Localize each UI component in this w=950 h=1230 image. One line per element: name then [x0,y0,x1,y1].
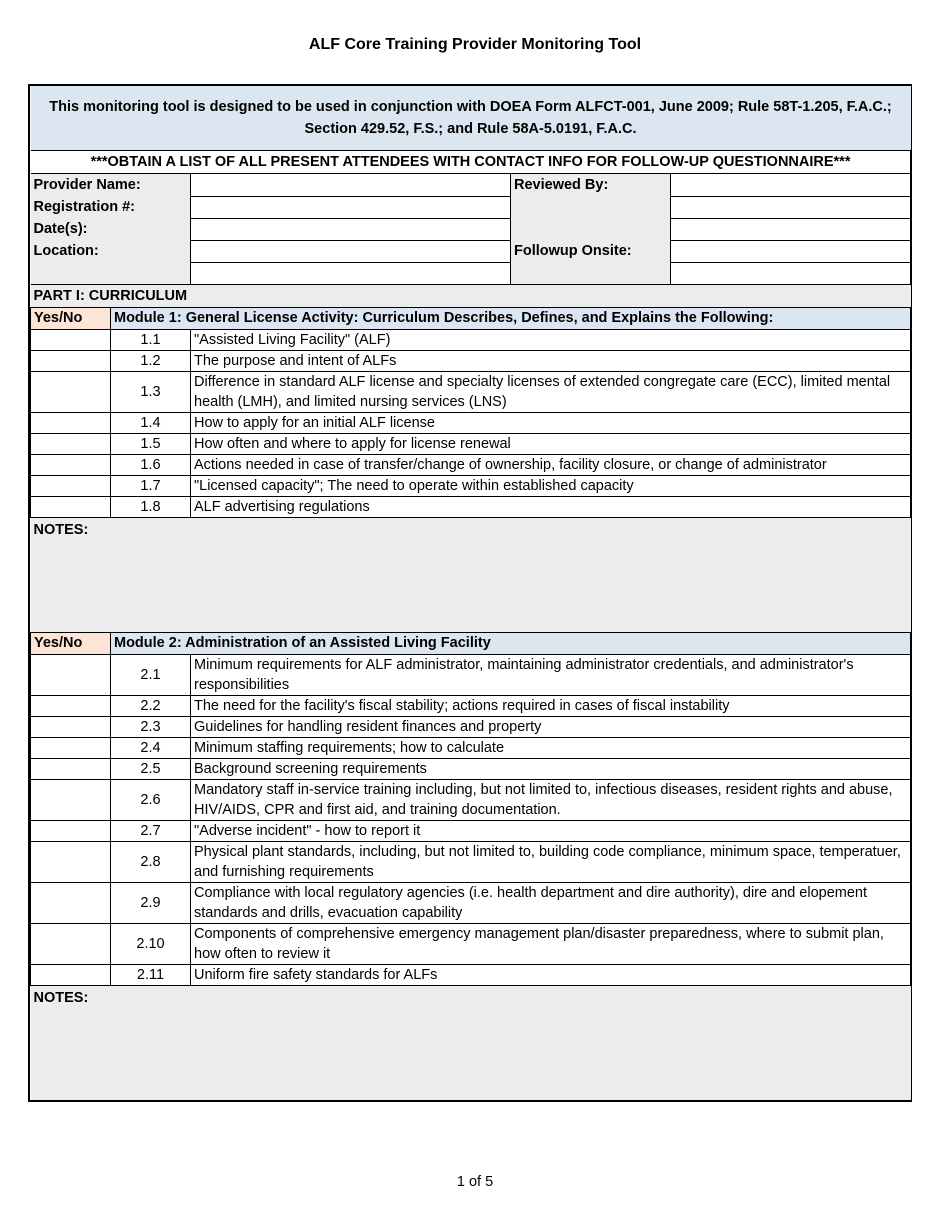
checklist-row [31,923,911,964]
item-number: 2.10 [111,923,191,964]
info-spacer [31,262,191,284]
followup-onsite-field[interactable] [671,240,911,262]
item-number: 2.3 [111,716,191,737]
info-spacer [511,196,671,218]
item-description: Guidelines for handling resident finances and property [191,716,911,737]
provider-name-field[interactable] [191,174,511,197]
item-number: 2.7 [111,820,191,841]
item-description: "Adverse incident" - how to report it [191,820,911,841]
item-number: 1.8 [111,496,191,517]
yes-no-cell[interactable] [31,350,111,371]
item-description: How often and where to apply for license renewal [191,433,911,454]
checklist-row [31,695,911,716]
module-1-items [31,329,911,517]
part-1-heading: PART I: CURRICULUM [31,284,911,307]
item-number: 1.1 [111,329,191,350]
info-spacer [511,262,671,284]
yes-no-cell[interactable] [31,329,111,350]
item-description: Minimum staffing requirements; how to calculate [191,737,911,758]
dates-field[interactable] [191,218,511,240]
module-2-heading: Module 2: Administration of an Assisted Living Facility [111,632,911,654]
item-number: 2.6 [111,779,191,820]
form-table [30,86,911,1100]
module-2-notes[interactable]: NOTES: [31,985,911,1100]
location-field[interactable] [191,240,511,262]
item-number: 2.9 [111,882,191,923]
checklist-row [31,737,911,758]
followup-onsite-field-2[interactable] [671,262,911,284]
yes-no-cell[interactable] [31,841,111,882]
registration-field[interactable] [191,196,511,218]
dates-label: Date(s): [31,218,191,240]
checklist-row [31,412,911,433]
yes-no-cell[interactable] [31,371,111,412]
checklist-row [31,654,911,695]
checklist-row [31,433,911,454]
yes-no-cell[interactable] [31,695,111,716]
checklist-row [31,496,911,517]
item-number: 2.1 [111,654,191,695]
item-number: 2.2 [111,695,191,716]
yes-no-cell[interactable] [31,923,111,964]
item-number: 2.4 [111,737,191,758]
intro-banner: This monitoring tool is designed to be used in conjunction with DOEA Form ALFCT-001, June 2009; Rule 58T-1.205, F.A.C.; Section 429.52, F.S.; and Rule 58A-5.0191, F.A.C. [31,86,911,151]
registration-label: Registration #: [31,196,191,218]
item-description: Components of comprehensive emergency management plan/disaster preparedness, where to submit plan, how often to review it [191,923,911,964]
checklist-row [31,964,911,985]
item-description: Uniform fire safety standards for ALFs [191,964,911,985]
item-description: Difference in standard ALF license and specialty licenses of extended congregate care (ECC), limited mental health (LMH), and limited nursing services (LNS) [191,371,911,412]
module-1-heading: Module 1: General License Activity: Curriculum Describes, Defines, and Explains the Following: [111,307,911,329]
item-number: 1.5 [111,433,191,454]
item-number: 2.5 [111,758,191,779]
item-description: Actions needed in case of transfer/change of ownership, facility closure, or change of administrator [191,454,911,475]
item-number: 1.6 [111,454,191,475]
page-number: 1 of 5 [456,1174,494,1190]
provider-name-label: Provider Name: [31,174,191,197]
item-description: The purpose and intent of ALFs [191,350,911,371]
item-description: "Licensed capacity"; The need to operate within established capacity [191,475,911,496]
item-number: 2.8 [111,841,191,882]
yes-no-cell[interactable] [31,758,111,779]
checklist-row [31,820,911,841]
item-description: ALF advertising regulations [191,496,911,517]
yes-no-cell[interactable] [31,475,111,496]
reviewed-by-field-2[interactable] [671,196,911,218]
item-description: Minimum requirements for ALF administrator, maintaining administrator credentials, and administrator's responsibilities [191,654,911,695]
item-description: Compliance with local regulatory agencies (i.e. health department and dire authority), dire and elopement standards and drills, evacuation capability [191,882,911,923]
yes-no-cell[interactable] [31,654,111,695]
checklist-row [31,475,911,496]
yes-no-header: Yes/No [31,307,111,329]
item-number: 1.3 [111,371,191,412]
item-number: 1.7 [111,475,191,496]
checklist-row [31,779,911,820]
obtain-attendees-notice: ***OBTAIN A LIST OF ALL PRESENT ATTENDEES WITH CONTACT INFO FOR FOLLOW-UP QUESTIONNAIRE*** [31,151,911,174]
checklist-row [31,350,911,371]
followup-onsite-label: Followup Onsite: [511,240,671,262]
item-description: Physical plant standards, including, but not limited to, building code compliance, minimum space, temperatuer, and furnishing requirements [191,841,911,882]
reviewed-by-label: Reviewed By: [511,174,671,197]
item-description: The need for the facility's fiscal stability; actions required in cases of fiscal instability [191,695,911,716]
checklist-row [31,329,911,350]
item-description: How to apply for an initial ALF license [191,412,911,433]
module-1-notes[interactable]: NOTES: [31,517,911,632]
info-field-3[interactable] [671,218,911,240]
location-label: Location: [31,240,191,262]
yes-no-cell[interactable] [31,454,111,475]
checklist-row [31,454,911,475]
location-field-2[interactable] [191,262,511,284]
module-2-items [31,654,911,985]
checklist-row [31,758,911,779]
yes-no-cell[interactable] [31,496,111,517]
yes-no-cell[interactable] [31,779,111,820]
yes-no-cell[interactable] [31,737,111,758]
yes-no-cell[interactable] [31,716,111,737]
item-number: 1.4 [111,412,191,433]
checklist-row [31,882,911,923]
item-description: "Assisted Living Facility" (ALF) [191,329,911,350]
item-number: 1.2 [111,350,191,371]
item-number: 2.11 [111,964,191,985]
info-spacer [511,218,671,240]
yes-no-cell[interactable] [31,820,111,841]
document-title: ALF Core Training Provider Monitoring Tool [308,36,642,53]
item-description: Background screening requirements [191,758,911,779]
yes-no-header: Yes/No [31,632,111,654]
monitoring-form [28,84,912,1102]
checklist-row [31,371,911,412]
item-description: Mandatory staff in-service training including, but not limited to, infectious diseases, resident rights and abuse, HIV/AIDS, CPR and first aid, and training documentation. [191,779,911,820]
yes-no-cell[interactable] [31,412,111,433]
yes-no-cell[interactable] [31,433,111,454]
checklist-row [31,841,911,882]
reviewed-by-field[interactable] [671,174,911,197]
checklist-row [31,716,911,737]
yes-no-cell[interactable] [31,964,111,985]
yes-no-cell[interactable] [31,882,111,923]
